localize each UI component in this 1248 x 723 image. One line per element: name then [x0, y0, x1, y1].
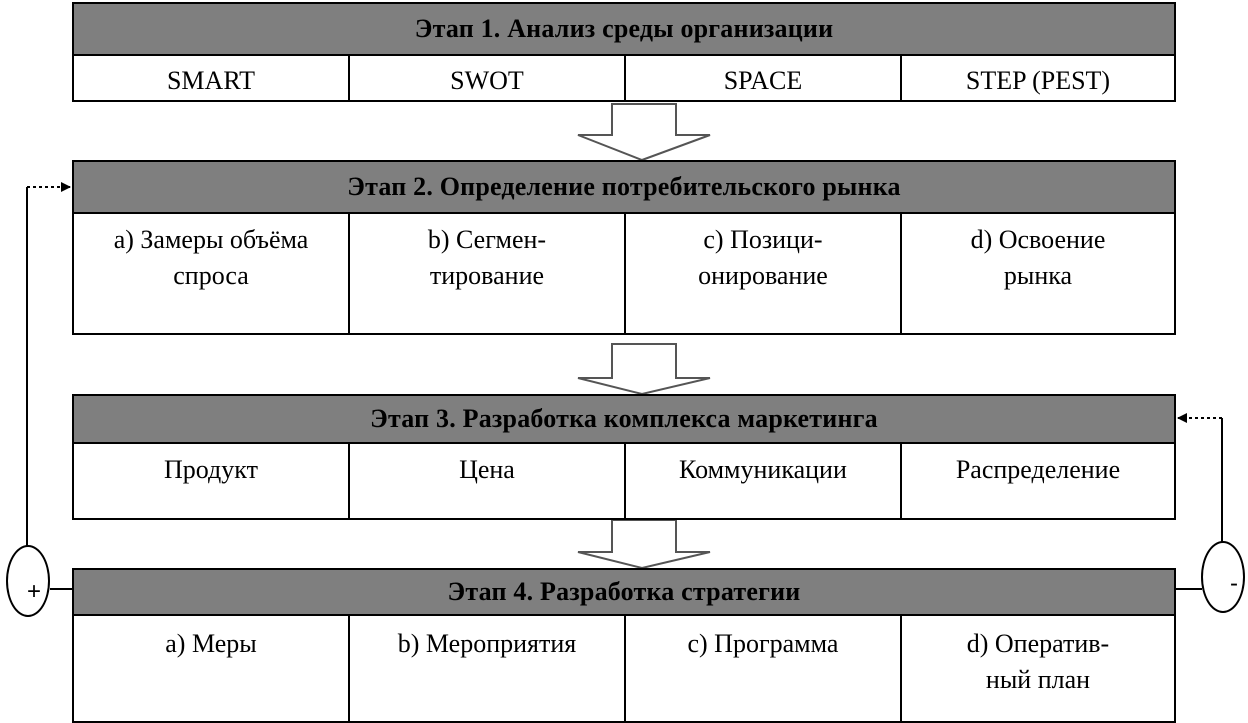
- stage-2: [72, 160, 1176, 335]
- strategy-program: c) Программа: [624, 616, 900, 723]
- method-swot: SWOT: [348, 56, 624, 102]
- block-arrow-1-2: [578, 104, 710, 160]
- step-positioning: c) Позици- онирование: [624, 214, 900, 335]
- step-segmentation: b) Сегмен- тирование: [348, 214, 624, 335]
- positive-feedback-label: +: [26, 578, 41, 605]
- mix-product: Продукт: [72, 444, 348, 520]
- stage-4-parts: [72, 616, 1176, 723]
- mix-price: Цена: [348, 444, 624, 520]
- stage-1-methods: [72, 56, 1176, 102]
- stage-3-title: Этап 3. Разработка комплекса маркетинга: [72, 394, 1176, 444]
- strategy-measures: а) Меры: [72, 616, 348, 723]
- negative-feedback-circle: [1201, 541, 1245, 613]
- stage-1: [72, 2, 1176, 102]
- method-step-pest: STEP (PEST): [900, 56, 1176, 102]
- strategy-activities: b) Мероприятия: [348, 616, 624, 723]
- stage-4: [72, 568, 1176, 723]
- stage-3: [72, 394, 1176, 520]
- positive-feedback-circle: [6, 545, 50, 617]
- stage-2-steps: [72, 214, 1176, 335]
- stage-1-title: Этап 1. Анализ среды организации: [72, 2, 1176, 56]
- block-arrow-3-4: [578, 520, 710, 568]
- stage-2-title: Этап 2. Определение потребительского рынка: [72, 160, 1176, 214]
- method-smart: SMART: [72, 56, 348, 102]
- negative-feedback-label: -: [1230, 570, 1238, 597]
- step-demand-measurement: а) Замеры объёма спроса: [72, 214, 348, 335]
- stage-4-title: Этап 4. Разработка стратегии: [72, 568, 1176, 616]
- mix-communications: Коммуникации: [624, 444, 900, 520]
- block-arrow-2-3: [578, 344, 710, 394]
- step-market-development: d) Освоение рынка: [900, 214, 1176, 335]
- mix-distribution: Распределение: [900, 444, 1176, 520]
- strategy-operational-plan: d) Оператив- ный план: [900, 616, 1176, 723]
- method-space: SPACE: [624, 56, 900, 102]
- stage-3-mix: [72, 444, 1176, 520]
